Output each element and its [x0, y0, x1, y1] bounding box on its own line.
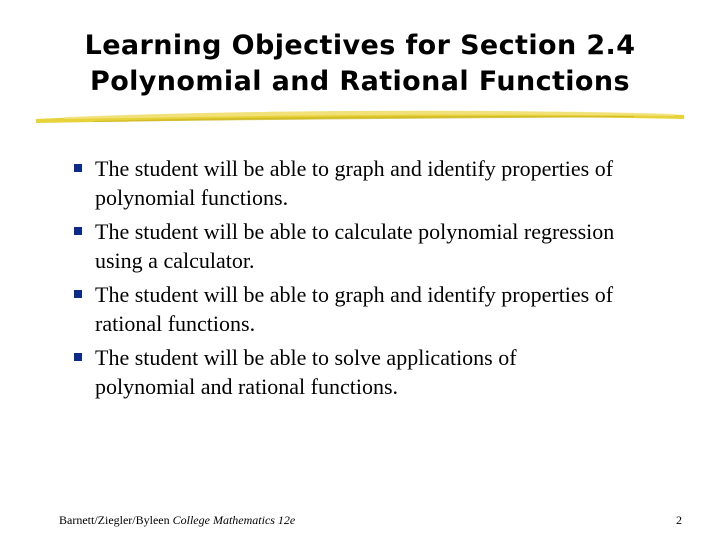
objective-line-2: polynomial functions.: [95, 185, 289, 210]
footer-book-title: College Mathematics 12e: [172, 513, 296, 527]
objective-line-1: The student will be able to graph and identify properties of: [95, 282, 614, 307]
footer-citation: [59, 512, 295, 528]
objective-line-2: using a calculator.: [95, 248, 255, 273]
objective-line-1: The student will be able to solve applications of: [95, 345, 517, 370]
objective-item: [72, 217, 682, 275]
square-bullet-icon: [74, 164, 82, 172]
title-underline-brush: [34, 104, 686, 126]
objective-item: [72, 280, 682, 338]
objective-line-2: polynomial and rational functions.: [95, 374, 399, 399]
objective-line-1: The student will be able to calculate polynomial regression: [95, 219, 615, 244]
title-line-1: Learning Objectives for Section 2.4: [84, 30, 636, 61]
title-line-2: Polynomial and Rational Functions: [90, 66, 630, 97]
square-bullet-icon: [74, 227, 82, 235]
slide-title: [0, 28, 720, 100]
objective-line-1: The student will be able to graph and identify properties of: [95, 156, 614, 181]
objective-line-2: rational functions.: [95, 311, 256, 336]
square-bullet-icon: [74, 353, 82, 361]
page-number: 2: [676, 513, 682, 527]
square-bullet-icon: [74, 290, 82, 298]
objective-item: [72, 154, 682, 212]
footer-authors: Barnett/Ziegler/Byleen: [59, 513, 173, 527]
objective-item: [72, 343, 682, 401]
objectives-list: [72, 154, 682, 406]
